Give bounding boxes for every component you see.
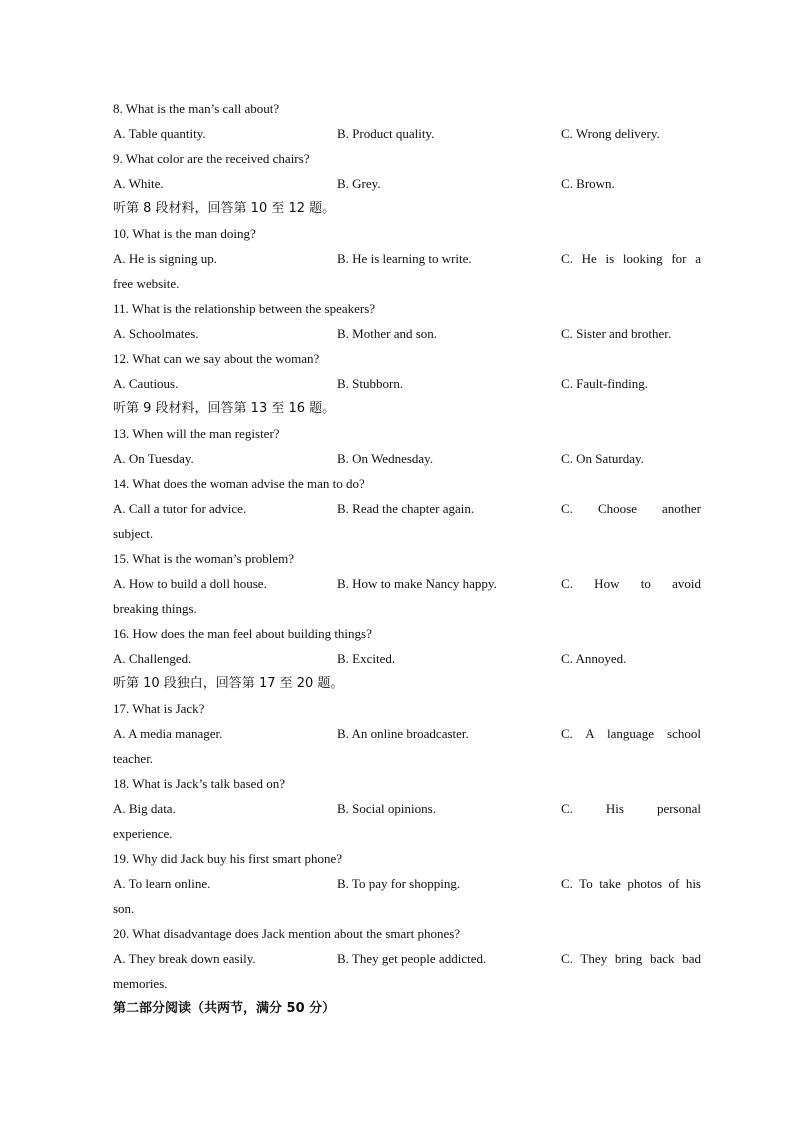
option-c: C. Wrong delivery.: [561, 126, 660, 141]
question-14: 14. What does the woman advise the man to do?: [113, 476, 365, 491]
option-c-continuation: experience.: [113, 826, 173, 841]
question-10: 10. What is the man doing?: [113, 226, 256, 241]
question-9: 9. What color are the received chairs?: [113, 151, 310, 166]
options-12: [113, 375, 701, 400]
options-15: [113, 575, 701, 600]
option-b: B. Social opinions.: [337, 801, 436, 816]
option-c: C. His personal: [561, 801, 701, 816]
question-12: 12. What can we say about the woman?: [113, 351, 320, 366]
question-15: 15. What is the woman’s problem?: [113, 551, 295, 566]
question-18: 18. What is Jack’s talk based on?: [113, 776, 285, 791]
option-b: B. Grey.: [337, 176, 381, 191]
option-a: A. On Tuesday.: [113, 451, 194, 466]
option-b: B. To pay for shopping.: [337, 876, 461, 891]
option-c: C. To take photos of his: [561, 876, 701, 891]
section-instruction-8: 听第 8 段材料，回答第 10 至 12 题。: [113, 201, 336, 216]
option-c: C. They bring back bad: [561, 951, 701, 966]
options-18: [113, 800, 701, 825]
option-c: C. On Saturday.: [561, 451, 644, 466]
options-16: [113, 650, 701, 675]
option-c-continuation: subject.: [113, 526, 154, 541]
options-17: [113, 725, 701, 750]
part-two-heading: 第二部分阅读（共两节，满分 50 分）: [113, 1001, 336, 1016]
option-b: B. Stubborn.: [337, 376, 404, 391]
options-20: [113, 950, 701, 975]
option-c: C. Choose another: [561, 501, 701, 516]
option-c: C. He is looking for a: [561, 251, 701, 266]
option-c: C. How to avoid: [561, 576, 701, 591]
question-8: 8. What is the man’s call about?: [113, 101, 280, 116]
option-a: A. White.: [113, 176, 164, 191]
option-c-continuation: memories.: [113, 976, 168, 991]
options-10: [113, 250, 701, 275]
option-b: B. Product quality.: [337, 126, 435, 141]
option-a: A. He is signing up.: [113, 251, 217, 266]
option-a: A. Challenged.: [113, 651, 192, 666]
option-c-continuation: free website.: [113, 276, 180, 291]
options-14: [113, 500, 701, 525]
question-16: 16. How does the man feel about building things?: [113, 626, 372, 641]
option-b: B. How to make Nancy happy.: [337, 576, 497, 591]
question-11: 11. What is the relationship between the speakers?: [113, 301, 376, 316]
options-9: [113, 175, 701, 200]
options-19: [113, 875, 701, 900]
options-8: [113, 125, 701, 150]
option-a: A. Table quantity.: [113, 126, 206, 141]
option-b: B. Mother and son.: [337, 326, 438, 341]
options-11: [113, 325, 701, 350]
option-a: A. Big data.: [113, 801, 176, 816]
option-a: A. Schoolmates.: [113, 326, 199, 341]
option-c: C. A language school: [561, 726, 701, 741]
option-c-continuation: son.: [113, 901, 135, 916]
section-instruction-10: 听第 10 段独白，回答第 17 至 20 题。: [113, 676, 344, 691]
option-b: B. On Wednesday.: [337, 451, 434, 466]
option-b: B. He is learning to write.: [337, 251, 472, 266]
option-a: A. To learn online.: [113, 876, 211, 891]
options-13: [113, 450, 701, 475]
option-c: C. Fault-finding.: [561, 376, 649, 391]
option-c-continuation: breaking things.: [113, 601, 197, 616]
option-a: A. They break down easily.: [113, 951, 256, 966]
option-c: C. Brown.: [561, 176, 615, 191]
option-a: A. Cautious.: [113, 376, 179, 391]
option-b: B. Excited.: [337, 651, 396, 666]
question-17: 17. What is Jack?: [113, 701, 205, 716]
option-a: A. A media manager.: [113, 726, 223, 741]
section-instruction-9: 听第 9 段材料，回答第 13 至 16 题。: [113, 401, 336, 416]
option-c: C. Sister and brother.: [561, 326, 672, 341]
question-19: 19. Why did Jack buy his first smart phone?: [113, 851, 343, 866]
option-b: B. Read the chapter again.: [337, 501, 475, 516]
question-20: 20. What disadvantage does Jack mention about the smart phones?: [113, 926, 461, 941]
option-c: C. Annoyed.: [561, 651, 627, 666]
exam-page: [113, 100, 701, 1025]
option-b: B. An online broadcaster.: [337, 726, 469, 741]
question-13: 13. When will the man register?: [113, 426, 280, 441]
option-a: A. How to build a doll house.: [113, 576, 267, 591]
option-a: A. Call a tutor for advice.: [113, 501, 247, 516]
option-b: B. They get people addicted.: [337, 951, 487, 966]
option-c-continuation: teacher.: [113, 751, 154, 766]
